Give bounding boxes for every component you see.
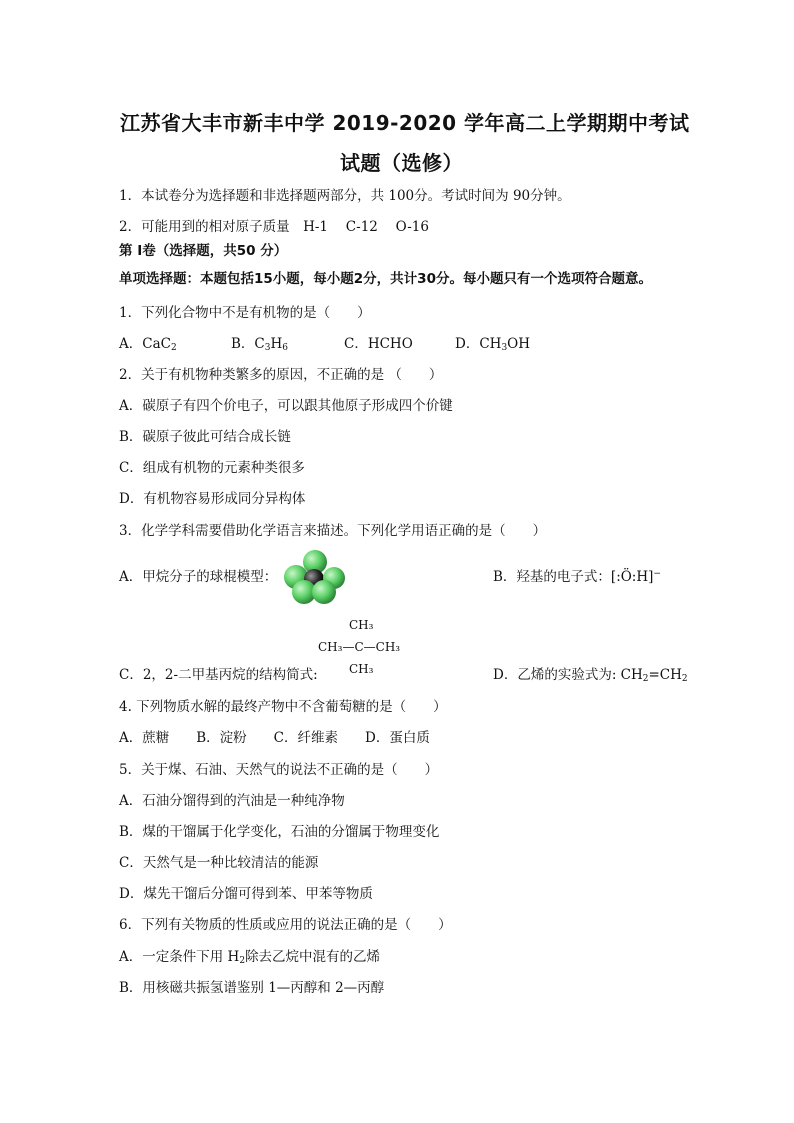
q2-option-a: A．碳原子有四个价电子，可以跟其他原子形成四个价键	[119, 398, 453, 414]
q4-options: A．蔗糖 B．淀粉 C．纤维素 D．蛋白质	[119, 730, 430, 746]
q2-option-d: D．有机物容易形成同分异构体	[119, 491, 306, 507]
q4-stem: 4. 下列物质水解的最终产物中不含葡萄糖的是（ ）	[119, 699, 447, 715]
struct-top-ch3: CH₃	[349, 618, 374, 632]
exam-subtitle: 试题（选修）	[340, 151, 463, 175]
q1-option-b: B．$C_3H_6$	[231, 336, 288, 353]
q1-stem: 1．下列化合物中不是有机物的是（ ）	[119, 305, 371, 321]
q6-stem: 6．下列有关物质的性质或应用的说法正确的是（ ）	[119, 917, 452, 933]
q5-option-a: A．石油分馏得到的汽油是一种纯净物	[119, 793, 345, 809]
exam-title: 江苏省大丰市新丰中学 2019-2020 学年高二上学期期中考试	[120, 111, 690, 135]
q5-option-d: D．煤先干馏后分馏可得到苯、甲苯等物质	[119, 886, 373, 902]
q1-option-c: C．HCHO	[344, 336, 413, 352]
q1-option-d: D．$CH_3OH$	[455, 336, 531, 353]
q5-option-b: B．煤的干馏属于化学变化，石油的分馏属于物理变化	[119, 824, 440, 840]
section-subheading: 单项选择题：本题包括15小题，每小题2分，共计30分。每小题只有一个选项符合题意。	[119, 271, 652, 287]
q1-option-a: A．CaC$_2$	[119, 336, 177, 353]
struct-bottom-ch3: CH₃	[349, 662, 374, 676]
q2-option-b: B．碳原子彼此可结合成长链	[119, 429, 291, 445]
q3-option-d: D．乙烯的实验式为: $CH_2=CH_2$	[493, 667, 688, 684]
q2-option-c: C．组成有机物的元素种类很多	[119, 460, 305, 476]
q3-option-c: C．2，2-二甲基丙烷的结构简式:	[119, 667, 318, 683]
q5-stem: 5．关于煤、石油、天然气的说法不正确的是（ ）	[119, 762, 439, 778]
instruction-2: 2．可能用到的相对原子质量 H-1 C-12 O-16	[119, 219, 429, 235]
q3-stem: 3．化学学科需要借助化学语言来描述。下列化学用语正确的是（ ）	[119, 523, 547, 539]
q2-stem: 2．关于有机物种类繁多的原因，不正确的是 （ ）	[119, 367, 443, 383]
q6-option-a: A．一定条件下用 $H_2$除去乙烷中混有的乙烯	[119, 949, 381, 966]
q3-option-b: B．羟基的电子式：[:Ö:H]−	[493, 569, 661, 585]
q6-option-b: B．用核磁共振氢谱鉴别 1—丙醇和 2—丙醇	[119, 980, 385, 996]
methane-ball-model-image	[282, 549, 346, 605]
instruction-1: 1．本试卷分为选择题和非选择题两部分，共 100分。考试时间为 90分钟。	[119, 188, 571, 204]
q5-option-c: C．天然气是一种比较清洁的能源	[119, 855, 319, 871]
section-heading: 第 I卷（选择题，共50 分）	[119, 243, 288, 259]
q3-option-a: A．甲烷分子的球棍模型：	[119, 569, 278, 585]
struct-main-chain: CH₃—C—CH₃	[318, 640, 401, 654]
